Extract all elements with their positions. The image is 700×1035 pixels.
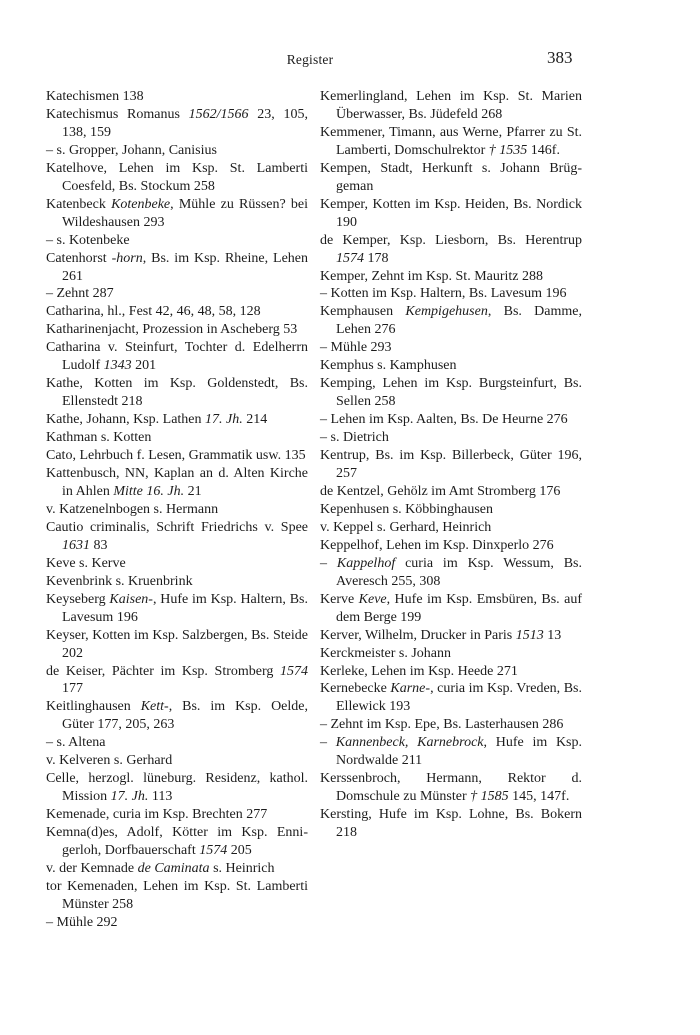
entry-text: 146f.: [527, 142, 560, 158]
index-entry: [46, 375, 308, 411]
entry-text: Kathe, Kotten im Ksp. Goldenstedt, Bs. Ellenstedt 218: [46, 376, 308, 410]
entry-text: Katharinenjacht, Prozession in Ascheberg 53: [46, 322, 298, 338]
entry-italic-text: 1343: [103, 358, 132, 374]
entry-italic-text: 1513: [515, 627, 544, 643]
index-entry: [46, 519, 308, 555]
index-entry: [46, 770, 308, 806]
entry-text: Katechismus Romanus: [46, 106, 189, 122]
entry-text: Katechismen 138: [46, 89, 144, 104]
index-entry: [46, 878, 308, 914]
index-entry: [46, 250, 308, 286]
entry-text: 21: [184, 483, 202, 499]
entry-text: Kerver, Wilhelm, Drucker in Paris: [320, 627, 516, 643]
entry-text: 113: [148, 789, 173, 805]
entry-text: Kersting, Hufe im Ksp. Lohne, Bs. Bokern 218: [320, 807, 582, 841]
index-entry: [46, 447, 308, 465]
entry-text: curia im Ksp. Wessum, Bs. Averesch 255, 308: [336, 555, 582, 589]
entry-italic-text: † 1535: [488, 142, 528, 158]
entry-text: 145, 147f.: [508, 789, 570, 805]
entry-text: 83: [90, 537, 108, 553]
index-entry: [320, 196, 582, 232]
entry-text: Kathman s. Kotten: [46, 430, 152, 446]
entry-text: , Mühle zu Rüssen? bei Wildeshausen 293: [62, 196, 308, 230]
entry-text: 214: [242, 412, 268, 428]
index-entry: [320, 663, 582, 681]
index-entry: [320, 232, 582, 268]
entry-text: Keyser, Kotten im Ksp. Salzbergen, Bs. Steide 202: [46, 627, 308, 661]
entry-italic-text: 1562/1566: [188, 106, 249, 122]
entry-text: – Mühle 293: [320, 340, 392, 356]
entry-text: Kerckmeister s. Johann: [320, 645, 452, 661]
entry-text: – Zehnt im Ksp. Epe, Bs. Lasterhausen 286: [320, 717, 564, 733]
entry-text: 23, 105, 138, 159: [62, 106, 308, 140]
entry-text: Kemmener, Timann, aus Werne, Pfarrer zu St. Lamberti, Domschulrektor: [320, 124, 582, 158]
index-entry: [46, 698, 308, 734]
index-entry: [46, 465, 308, 501]
index-entry: [46, 106, 308, 142]
entry-text: Keitlinghausen: [46, 699, 141, 715]
index-entry: [320, 447, 582, 483]
entry-text: Kemenade, curia im Ksp. Brechten 277: [46, 807, 268, 823]
index-entry: [320, 519, 582, 537]
entry-text: Kempen, Stadt, Herkunft s. Johann Brüggeman: [320, 160, 582, 194]
index-entry: [46, 160, 308, 196]
entry-italic-text: Kotenbeke: [111, 196, 171, 212]
index-column-right: [320, 88, 582, 842]
entry-text: Kerleke, Lehen im Ksp. Heede 271: [320, 663, 518, 679]
index-entry: [46, 142, 308, 160]
entry-text: Cautio criminalis, Schrift Friedrichs v. Spee: [46, 519, 308, 535]
index-entry: [320, 160, 582, 196]
page-number: 383: [547, 48, 573, 67]
index-entry: [320, 591, 582, 627]
entry-italic-text: Kappelhof: [336, 555, 396, 571]
index-entry: [320, 285, 582, 303]
entry-italic-text: Kannenbeck, Karnebrock: [335, 735, 484, 751]
entry-text: , Bs. Damme, Lehen 276: [336, 304, 583, 338]
index-entry: [320, 124, 582, 160]
entry-text: Keyseberg: [46, 591, 110, 607]
entry-italic-text: -horn: [111, 250, 143, 266]
entry-text: Kemping, Lehen im Ksp. Burgsteinfurt, Bs. Sellen 258: [320, 376, 582, 410]
entry-italic-text: 17. Jh.: [205, 412, 243, 428]
entry-text: de Keiser, Pächter im Ksp. Stromberg: [46, 663, 280, 679]
entry-text: – s. Dietrich: [320, 430, 389, 446]
entry-italic-text: Kaisen-: [109, 591, 153, 607]
entry-italic-text: de Caminata: [137, 860, 210, 876]
entry-italic-text: 1631: [62, 537, 90, 553]
entry-text: – Zehnt 287: [46, 286, 114, 302]
entry-text: v. Kelveren s. Gerhard: [46, 753, 173, 769]
entry-text: –: [320, 555, 337, 571]
entry-text: – Kotten im Ksp. Haltern, Bs. Lavesum 196: [320, 286, 567, 302]
entry-text: Kevenbrink s. Kruenbrink: [46, 573, 193, 589]
index-entry: [46, 88, 308, 106]
entry-text: Kemper, Zehnt im Ksp. St. Mauritz 288: [320, 268, 544, 284]
running-head: Register: [286, 52, 334, 67]
entry-italic-text: Mitte 16. Jh.: [113, 483, 185, 499]
entry-text: Catenhorst: [46, 250, 112, 266]
index-entry: [320, 645, 582, 663]
entry-text: Catharina v. Steinfurt, Tochter d. Edelherrn Ludolf: [46, 340, 308, 374]
entry-text: Keppelhof, Lehen im Ksp. Dinxperlo 276: [320, 537, 554, 553]
entry-italic-text: Keve: [358, 591, 387, 607]
index-entry: [46, 663, 308, 699]
entry-text: Katenbeck: [46, 196, 112, 212]
entry-text: – s. Kotenbeke: [46, 232, 130, 248]
entry-text: – Mühle 292: [46, 914, 118, 930]
entry-text: de Kemper, Ksp. Liesborn, Bs. Herentrup: [320, 232, 582, 248]
index-entry: [320, 537, 582, 555]
entry-text: Kathe, Johann, Ksp. Lathen: [46, 412, 206, 428]
entry-text: Kepenhusen s. Köbbinghausen: [320, 501, 494, 517]
index-entry: [46, 285, 308, 303]
entry-text: 201: [131, 358, 157, 374]
entry-text: , Hufe im Ksp. Nordwalde 211: [336, 735, 583, 769]
index-entry: [320, 627, 582, 645]
entry-text: s. Heinrich: [209, 860, 275, 876]
index-entry: [320, 555, 582, 591]
index-entry: [320, 411, 582, 429]
entry-text: tor Kemenaden, Lehen im Ksp. St. Lamberti Münster 258: [46, 878, 308, 912]
entry-text: v. Katzenelnbogen s. Hermann: [46, 501, 219, 517]
index-column-left: [46, 88, 308, 932]
entry-italic-text: † 1585: [470, 789, 509, 805]
index-entry: [46, 752, 308, 770]
index-entry: [320, 501, 582, 519]
index-entry: [320, 268, 582, 286]
index-entry: [320, 429, 582, 447]
index-entry: [46, 321, 308, 339]
index-entry: [320, 303, 582, 339]
entry-text: de Kentzel, Gehölz im Amt Stromberg 176: [320, 483, 561, 499]
entry-text: 205: [227, 843, 252, 859]
entry-italic-text: Kempigehusen: [405, 304, 488, 320]
entry-italic-text: Kett-: [140, 699, 169, 715]
index-entry: [46, 627, 308, 663]
entry-text: Katelhove, Lehen im Ksp. St. Lamberti Coesfeld, Bs. Stockum 258: [46, 160, 308, 194]
entry-text: Kernebecke: [320, 681, 391, 697]
index-entry: [46, 824, 308, 860]
entry-text: 178: [364, 250, 389, 266]
entry-text: , curia im Ksp. Vreden, Bs. Ellewick 193: [336, 681, 582, 715]
index-entry: [46, 232, 308, 250]
entry-italic-text: 1574: [336, 250, 364, 266]
index-entry: [46, 591, 308, 627]
index-entry: [46, 429, 308, 447]
index-entry: [46, 501, 308, 519]
entry-text: Kemerlingland, Lehen im Ksp. St. Marien Überwasser, Bs. Jüdefeld 268: [320, 89, 582, 122]
entry-text: Kemna(d)es, Adolf, Kötter im Ksp. Ennigerloh, Dorfbauerschaft: [46, 825, 308, 859]
index-entry: [320, 806, 582, 842]
index-entry: [46, 196, 308, 232]
entry-italic-text: 1574: [280, 663, 308, 679]
entry-text: Kerssenbroch, Hermann, Rektor d. Domschule zu Münster: [320, 771, 582, 805]
index-entry: [46, 411, 308, 429]
entry-text: Kemphausen: [320, 304, 406, 320]
index-entry: [46, 734, 308, 752]
index-entry: [46, 806, 308, 824]
entry-text: Kattenbusch, NN, Kaplan an d. Alten Kirche in Ahlen: [46, 466, 308, 499]
index-entry: [46, 573, 308, 591]
index-entry: [320, 339, 582, 357]
entry-text: Celle, herzogl. lüneburg. Residenz, kathol. Mission: [46, 771, 308, 805]
entry-text: Cato, Lehrbuch f. Lesen, Grammatik usw. 135: [46, 448, 306, 464]
entry-text: Kentrup, Bs. im Ksp. Billerbeck, Güter 196, 257: [320, 448, 582, 482]
index-entry: [320, 770, 582, 806]
index-entry: [320, 734, 582, 770]
entry-text: Catharina, hl., Fest 42, 46, 48, 58, 128: [46, 304, 261, 320]
entry-text: v. Keppel s. Gerhard, Heinrich: [320, 519, 492, 535]
entry-italic-text: 1574: [199, 843, 228, 859]
entry-text: , Bs. im Ksp. Rheine, Lehen 261: [62, 250, 309, 284]
entry-text: –: [320, 735, 336, 751]
entry-text: Kemphus s. Kamphusen: [320, 358, 457, 374]
index-entry: [320, 357, 582, 375]
index-entry: [46, 914, 308, 932]
index-entry: [320, 680, 582, 716]
entry-text: v. der Kemnade: [46, 860, 138, 876]
entry-italic-text: 17. Jh.: [110, 789, 149, 805]
entry-text: – s. Gropper, Johann, Canisius: [46, 142, 217, 158]
index-entry: [320, 716, 582, 734]
index-entry: [320, 483, 582, 501]
entry-text: 177: [62, 681, 83, 697]
entry-italic-text: Karne-: [390, 681, 431, 697]
entry-text: Keve s. Kerve: [46, 555, 126, 571]
entry-text: – Lehen im Ksp. Aalten, Bs. De Heurne 276: [320, 412, 568, 428]
index-entry: [320, 375, 582, 411]
index-entry: [46, 860, 308, 878]
index-entry: [46, 339, 308, 375]
index-entry: [46, 303, 308, 321]
entry-text: Kemper, Kotten im Ksp. Heiden, Bs. Nordick 190: [320, 196, 582, 230]
entry-text: , Hufe im Ksp. Haltern, Bs. Lavesum 196: [62, 591, 309, 625]
entry-text: – s. Altena: [46, 735, 106, 751]
entry-text: 13: [543, 627, 562, 643]
entry-text: , Hufe im Ksp. Emsbüren, Bs. auf dem Berge 199: [336, 591, 582, 625]
entry-text: Kerve: [320, 591, 359, 607]
index-entry: [320, 88, 582, 124]
entry-text: , Bs. im Ksp. Oelde, Güter 177, 205, 263: [62, 699, 308, 733]
index-entry: [46, 555, 308, 573]
